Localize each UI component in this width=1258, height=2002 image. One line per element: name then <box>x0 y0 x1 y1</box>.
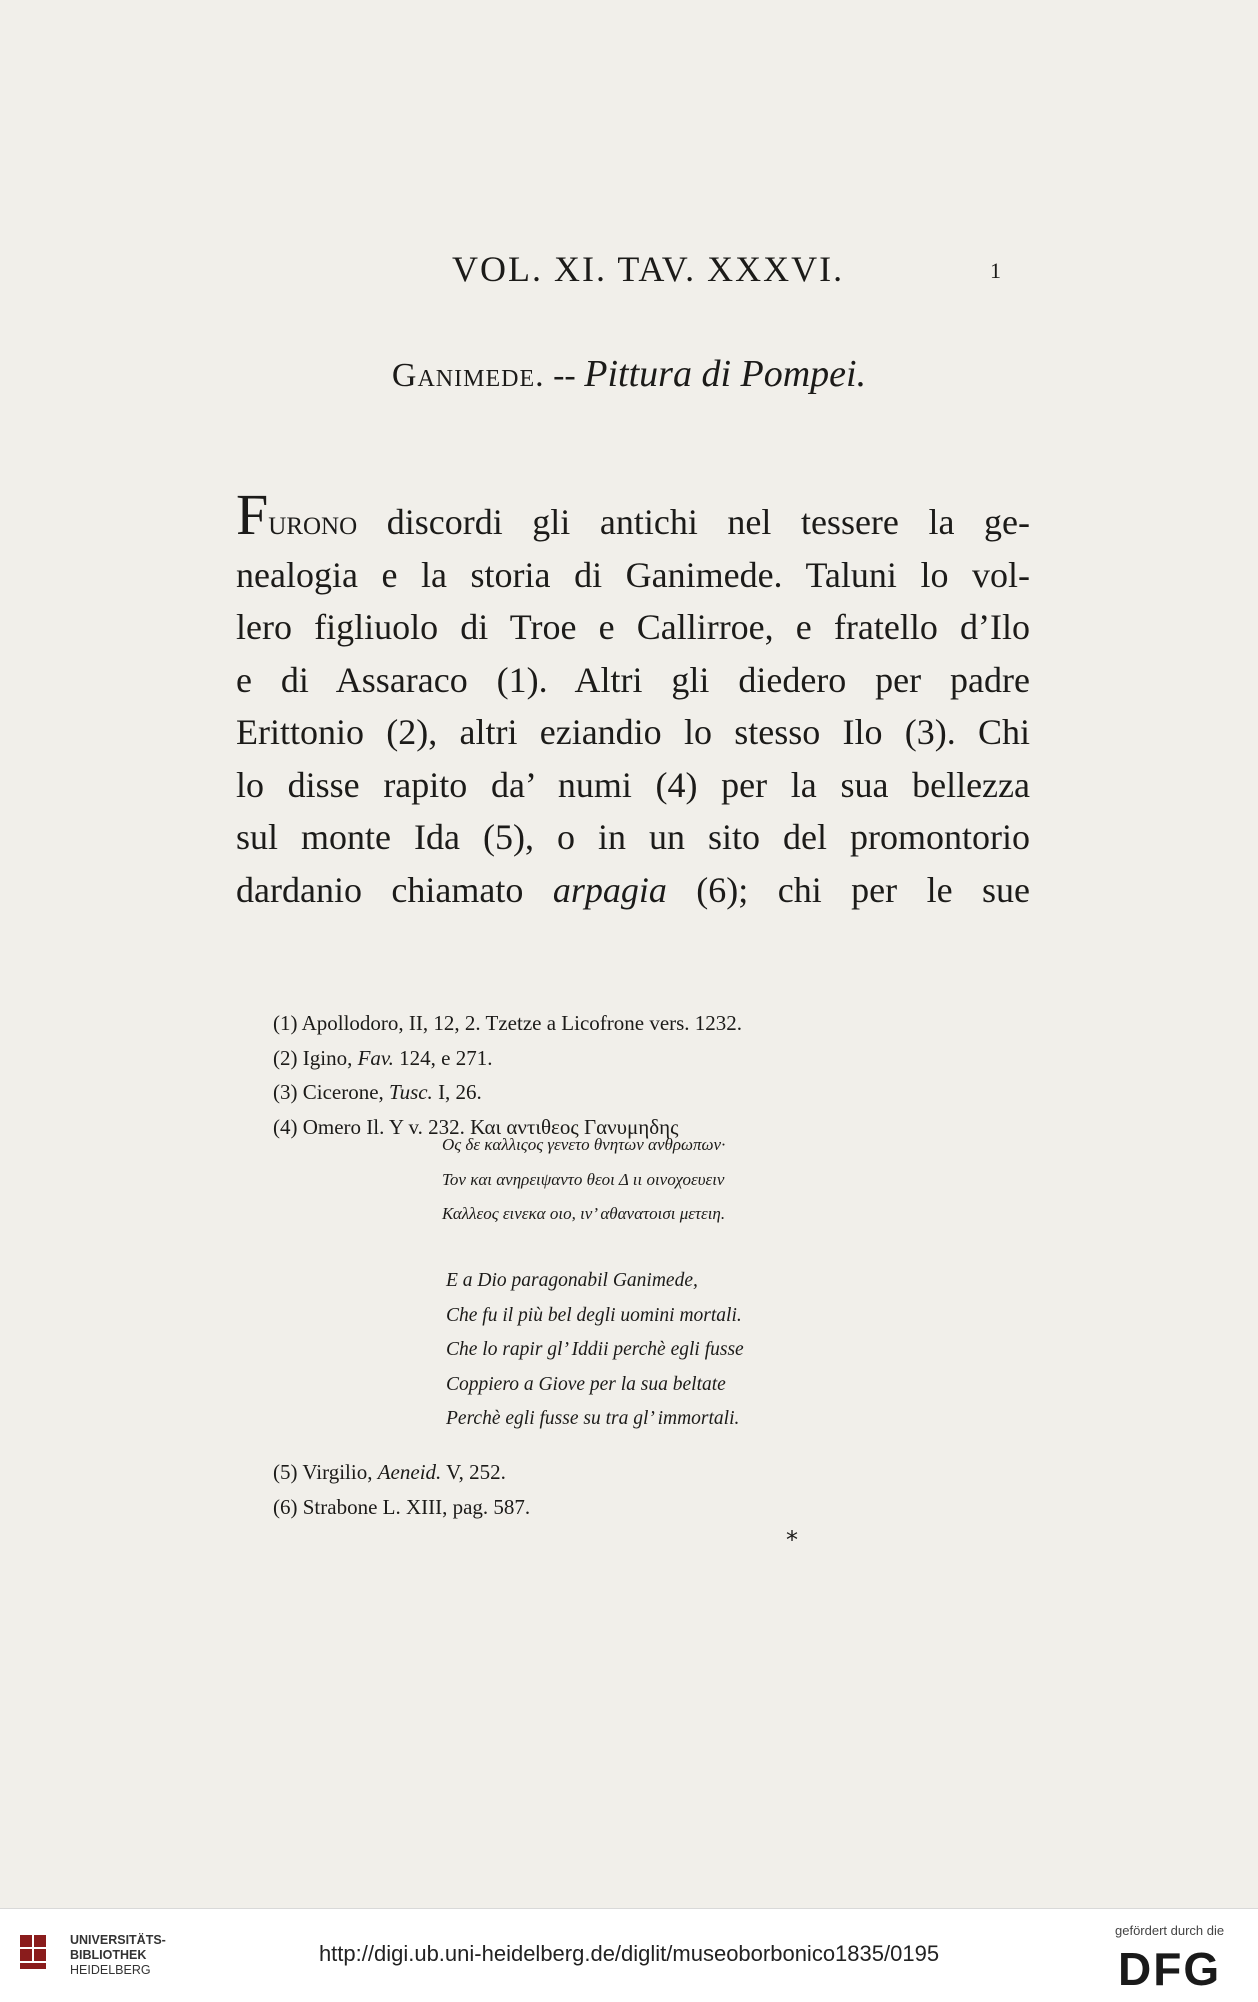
library-name: UNIVERSITÄTS- BIBLIOTHEK HEIDELBERG <box>70 1933 166 1977</box>
footnote-2: (2) Igino, Fav. 124, e 271. <box>273 1045 493 1070</box>
greek-line: Ος δε καλλιςος γενετο θνητων ανθρωπων· <box>442 1135 726 1154</box>
greek-line: Καλλεος εινεκα οιο, ιν’ αθανατοισι μετειη. <box>442 1204 726 1223</box>
title-dash: -- <box>544 357 585 394</box>
body-line-1: Furono discordi gli antichi nel tessere la ge- <box>236 482 1030 547</box>
greek-quotation <box>442 1128 862 1232</box>
running-head: VOL. XI. TAV. XXXVI. <box>452 249 845 289</box>
verse-line: E a Dio paragonabil Ganimede, <box>446 1270 698 1291</box>
footnote-6: (6) Strabone L. XIII, pag. 587. <box>273 1494 531 1519</box>
body-paragraph <box>236 482 1030 916</box>
page-number: 1 <box>990 258 1001 283</box>
title-subtitle: Pittura di Pompei. <box>584 353 867 395</box>
body-line-8: dardanio chiamato arpagia (6); chi per le sue <box>236 869 1030 910</box>
body-line-3: lero figliuolo di Troe e Callirroe, e fratello d’Ilo <box>236 607 1030 647</box>
footnotes-continued <box>273 1455 893 1524</box>
footnote-4: (4) Omero Il. Y v. 232. Και αντιθεος Γανυμηδης <box>273 1114 679 1139</box>
greek-line: Τον και ανηρειψαντο θεοι Δ ιι οινοχοευειν <box>442 1169 725 1189</box>
footnote-5: (5) Virgilio, Aeneid. V, 252. <box>273 1460 506 1484</box>
funded-by-label: gefördert durch die <box>1115 1923 1225 1938</box>
drop-cap: F <box>236 482 269 547</box>
verse-line: Perchè egli fusse su tra gl’ immortali. <box>446 1408 740 1429</box>
viewer-footer <box>0 1908 1258 2002</box>
italian-verse-translation <box>446 1264 866 1437</box>
body-line-5: Erittonio (2), altri eziandio lo stesso Ilo (3). Chi <box>236 712 1030 752</box>
plate-title <box>0 352 1258 396</box>
body-line-6: lo disse rapito da’ numi (4) per la sua bellezza <box>236 764 1030 805</box>
footnote-1: (1) Apollodoro, II, 12, 2. Tzetze a Licofrone vers. 1232. <box>273 1011 743 1035</box>
body-line-4: e di Assaraco (1). Altri gli diedero per padre <box>236 659 1030 700</box>
footnotes <box>273 1006 893 1144</box>
first-word-smallcaps: urono <box>268 502 358 542</box>
dfg-logo: DFG <box>1118 1943 1222 1995</box>
verse-line: Che fu il più bel degli uomini mortali. <box>446 1304 742 1326</box>
title-subject: Ganimede. <box>391 357 545 394</box>
italic-arpagia: arpagia <box>552 869 667 910</box>
verse-line: Coppiero a Giove per la sua beltate <box>446 1373 726 1395</box>
signature-mark: * <box>786 1526 798 1554</box>
body-line-2: nealogia e la storia di Ganimede. Taluni lo vol- <box>236 554 1030 595</box>
body-line-7: sul monte Ida (5), o in un sito del promontorio <box>236 817 1030 857</box>
footnote-3: (3) Cicerone, Tusc. I, 26. <box>273 1080 482 1104</box>
verse-line: Che lo rapir gl’ Iddii perchè egli fusse <box>446 1339 744 1360</box>
source-url-link[interactable]: http://digi.ub.uni-heidelberg.de/diglit/museoborbonico1835/0195 <box>318 1941 940 1966</box>
